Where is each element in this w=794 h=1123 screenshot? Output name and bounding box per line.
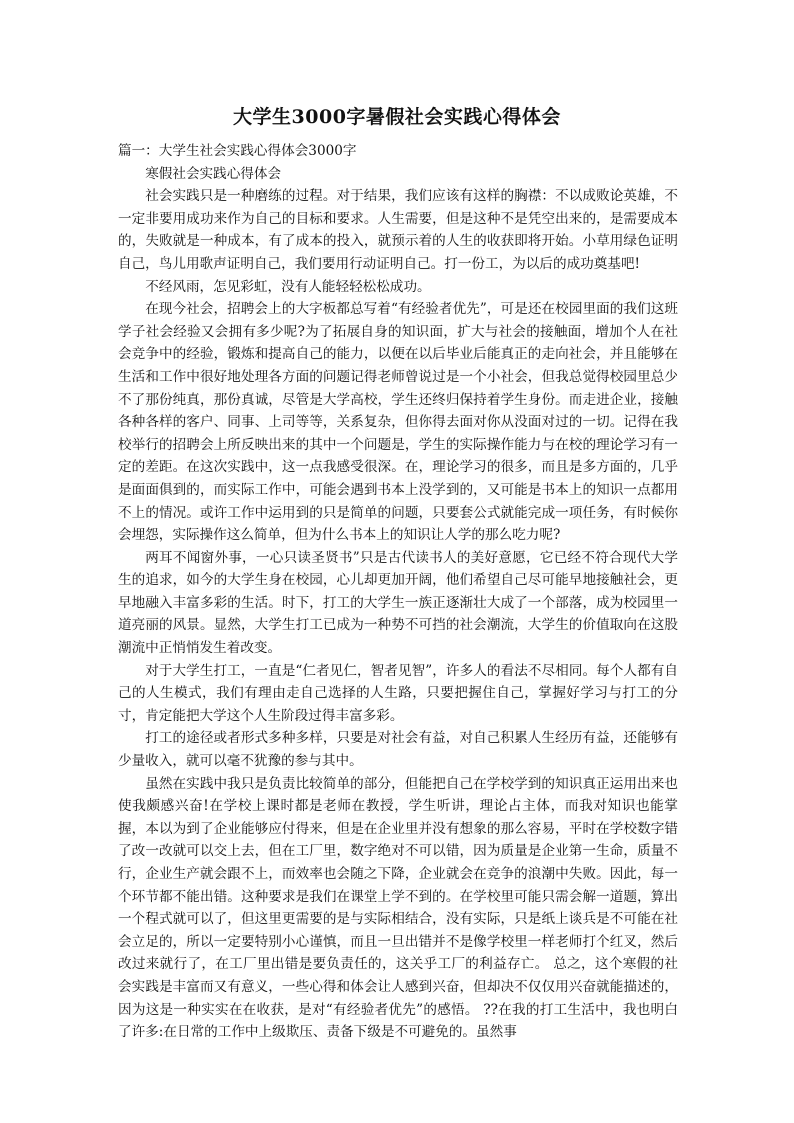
body-paragraph: 不经风雨，怎见彩虹，没有人能轻轻松松成功。 — [145, 278, 431, 295]
section-heading: 篇一：大学生社会实践心得体会3000字 — [118, 143, 357, 159]
body-paragraph: 打工的途径或者形式多种多样，只要是对社会有益，对自己积累人生经历有益，还能够有少量收入，就可以毫不犹豫的参与其中。 — [118, 730, 678, 770]
body-paragraph: 虽然在实践中我只是负责比较简单的部分，但能把自己在学校学到的知识真正运用出来也使我颇感兴奋!在学校上课时都是老师在教授，学生听讲，理论占主体，而我对知识也能掌握，本以为到了企业能够应付得来，但是在企业里并没有想象的那么容易，平时在学校数字错了改一改就可以交上去，但在工厂里，数字绝对不可以错，因为质量是企业第一生命，质量不行，企业生产就会跟不上，而效率也会随之下降，企业就会在竞争的浪潮中失败。因此，每一个环节都不能出错。这种要求是我们在课堂上学不到的。在学校里可能只需会解一道题，算出一个程式就可以了，但这里更需要的是与实际相结合，没有实际，只是纸上谈兵是不可能在社会立足的，所以一定要特别小心谨慎，而且一旦出错并不是像学校里一样老师打个红叉，然后改过来就行了，在工厂里出错是要负责任的，这关乎工厂的利益存亡。 总之，这个寒假的社会实践是丰富而又有意义，一些心得和体会让人感到兴奋，但却决不仅仅用兴奋就能描述的，因为这是一种实实在在收获，是对“有经验者优先”的感悟。 ??在我的打工生活中，我也明白了许多:在日常的工作中上级欺压、责备下级是不可避免的。虽然事 — [118, 775, 678, 1041]
body-paragraph: 寒假社会实践心得体会 — [145, 165, 282, 182]
body-paragraph: 社会实践只是一种磨练的过程。对于结果，我们应该有这样的胸襟：不以成败论英雄，不一定非要用成功来作为自己的目标和要求。人生需要，但是这种不是凭空出来的，是需要成本的，失败就是一种成本，有了成本的投入，就预示着的人生的收获即将开始。小草用绿色证明自己，鸟儿用歌声证明自己，我们要用行动证明自己。打一份工，为以后的成功奠基吧! — [118, 188, 678, 272]
body-paragraph: 对于大学生打工，一直是“仁者见仁，智者见智”，许多人的看法不尽相同。每个人都有自己的人生模式，我们有理由走自己选择的人生路，只要把握住自己，掌握好学习与打工的分寸，肯定能把大学这个人生阶段过得丰富多彩。 — [118, 662, 678, 724]
document-title: 大学生3000字暑假社会实践心得体会 — [233, 106, 561, 128]
body-paragraph: 在现今社会，招聘会上的大字板都总写着“有经验者优先”，可是还在校园里面的我们这班学子社会经验又会拥有多少呢?为了拓展自身的知识面，扩大与社会的接触面，增加个人在社会竞争中的经验，锻炼和提高自己的能力，以便在以后毕业后能真正的走向社会，并且能够在生活和工作中很好地处理各方面的问题记得老师曾说过是一个小社会，但我总觉得校园里总少不了那份纯真，那份真诚，尽管是大学高校，学生还终归保持着学生身份。而走进企业，接触各种各样的客户、同事、上司等等，关系复杂，但你得去面对你从没面对过的一切。记得在我校举行的招聘会上所反映出来的其中一个问题是，学生的实际操作能力与在校的理论学习有一定的差距。在这次实践中，这一点我感受很深。在，理论学习的很多，而且是多方面的，几乎是面面俱到的，而实际工作中，可能会遇到书本上没学到的，又可能是书本上的知识一点都用不上的情况。或许工作中运用到的只是简单的问题，只要套公式就能完成一项任务，有时候你会埋怨，实际操作这么简单，但为什么书本上的知识让人学的那么吃力呢? — [118, 301, 678, 544]
body-paragraph: 两耳不闻窗外事，一心只读圣贤书”只是古代读书人的美好意愿，它已经不符合现代大学生的追求，如今的大学生身在校园，心儿却更加开阔，他们希望自己尽可能早地接触社会，更早地融入丰富多彩的生活。时下，打工的大学生一族正逐渐壮大成了一个部落，成为校园里一道亮丽的风景。显然，大学生打工已成为一种势不可挡的社会潮流，大学生的价值取向在这股潮流中正悄悄发生着改变。 — [118, 549, 678, 657]
document-body — [118, 140, 678, 1044]
